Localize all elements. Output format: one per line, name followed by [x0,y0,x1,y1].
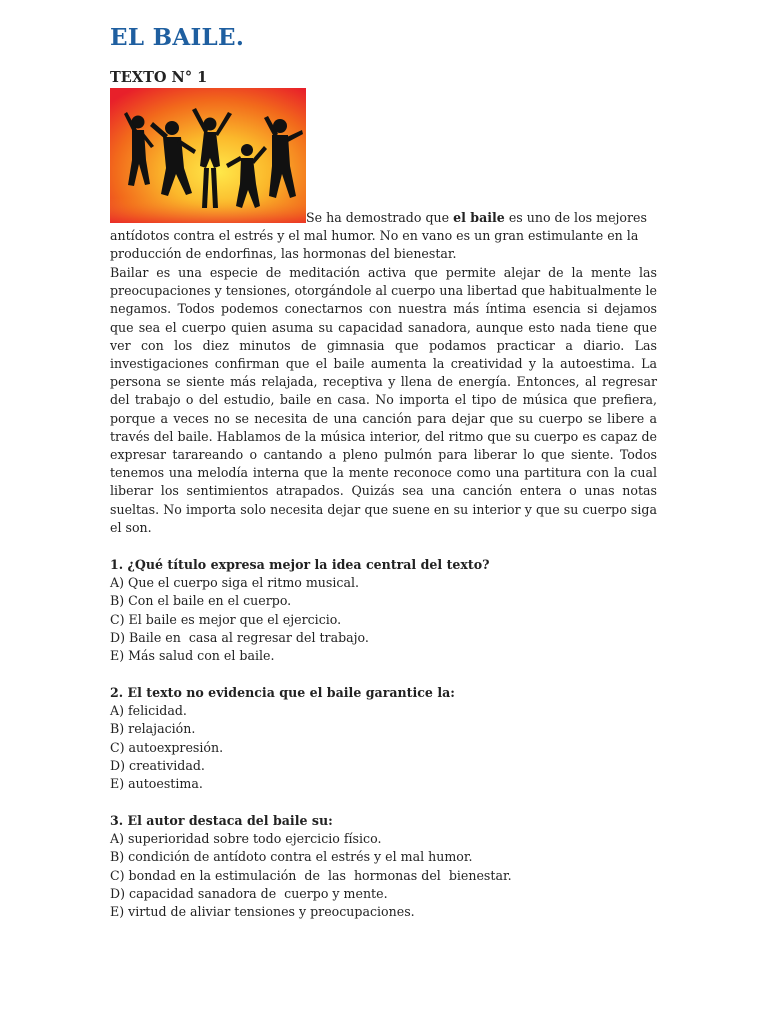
intro-text-end: es uno de los mejores antídotos contra el estrés y el mal humor. No en vano es un gran estimulante en la producción de endorfinas, las hormonas del bienestar. [110,210,647,262]
intro-paragraph [110,209,657,264]
answer-option: D) Baile en casa al regresar del trabajo. [110,629,369,645]
section-subtitle: TEXTO N° 1 [110,69,208,86]
answer-option: C) bondad en la estimulación de las hormonas del bienestar. [110,867,512,883]
answer-option: E) autoestima. [110,776,203,792]
intro-bold-term: el baile [453,210,505,225]
dancers-silhouette-image [110,88,306,223]
document-title: EL BAILE. [110,24,245,51]
answer-option: B) condición de antídoto contra el estrés y el mal humor. [110,849,473,865]
answer-option: B) relajación. [110,721,196,737]
question-title: 1. ¿Qué título expresa mejor la idea central del texto? [110,557,490,572]
question-title: 3. El autor destaca del baile su: [110,813,333,828]
answer-option: E) Más salud con el baile. [110,648,275,664]
answer-option: E) virtud de aliviar tensiones y preocupaciones. [110,904,415,920]
answer-option: A) felicidad. [110,703,187,719]
answer-option: C) autoexpresión. [110,739,224,755]
question-2 [110,684,670,793]
answer-option: D) creatividad. [110,757,205,773]
question-1 [110,556,670,665]
intro-text-start: Se ha demostrado que [306,210,454,225]
body-paragraph: Bailar es una especie de meditación activa que permite alejar de la mente las preocupaciones y tensiones, otorgándole al cuerpo una libertad que habitualmente le negamos. Todos podemos conectarnos con nuestra más íntima esencia si dejamos que sea el cuerpo quien asuma su capacidad sanadora, aunque esto nada tiene que ver con los diez minutos de gimnasia que podamos practicar a diario. Las investigaciones confirman que el baile aumenta la creatividad y la autoestima. La persona se siente más relajada, receptiva y llena de energía. Entonces, al regresar del trabajo o del estudio, baile en casa. No importa el tipo de música que prefiera, porque a veces no se necesita de una canción para dejar que su cuerpo se libere a través del baile. Hablamos de la música interior, del ritmo que su cuerpo es capaz de expresar tarareando o cantando a pleno pulmón para liberar lo que siente. Todos tenemos una melodía interna que la mente reconoce como una partitura con la cual liberar los sentimientos atrapados. Quizás sea una canción entera o unas notas sueltas. No importa solo necesita dejar que suene en su interior y que su cuerpo siga el son. [110,265,657,535]
answer-option: A) Que el cuerpo siga el ritmo musical. [110,575,359,591]
answer-option: D) capacidad sanadora de cuerpo y mente. [110,885,388,901]
answer-option: C) El baile es mejor que el ejercicio. [110,611,342,627]
answer-option: A) superioridad sobre todo ejercicio físico. [110,831,382,847]
question-3 [110,812,670,921]
question-title: 2. El texto no evidencia que el baile garantice la: [110,685,455,700]
answer-option: B) Con el baile en el cuerpo. [110,593,292,609]
